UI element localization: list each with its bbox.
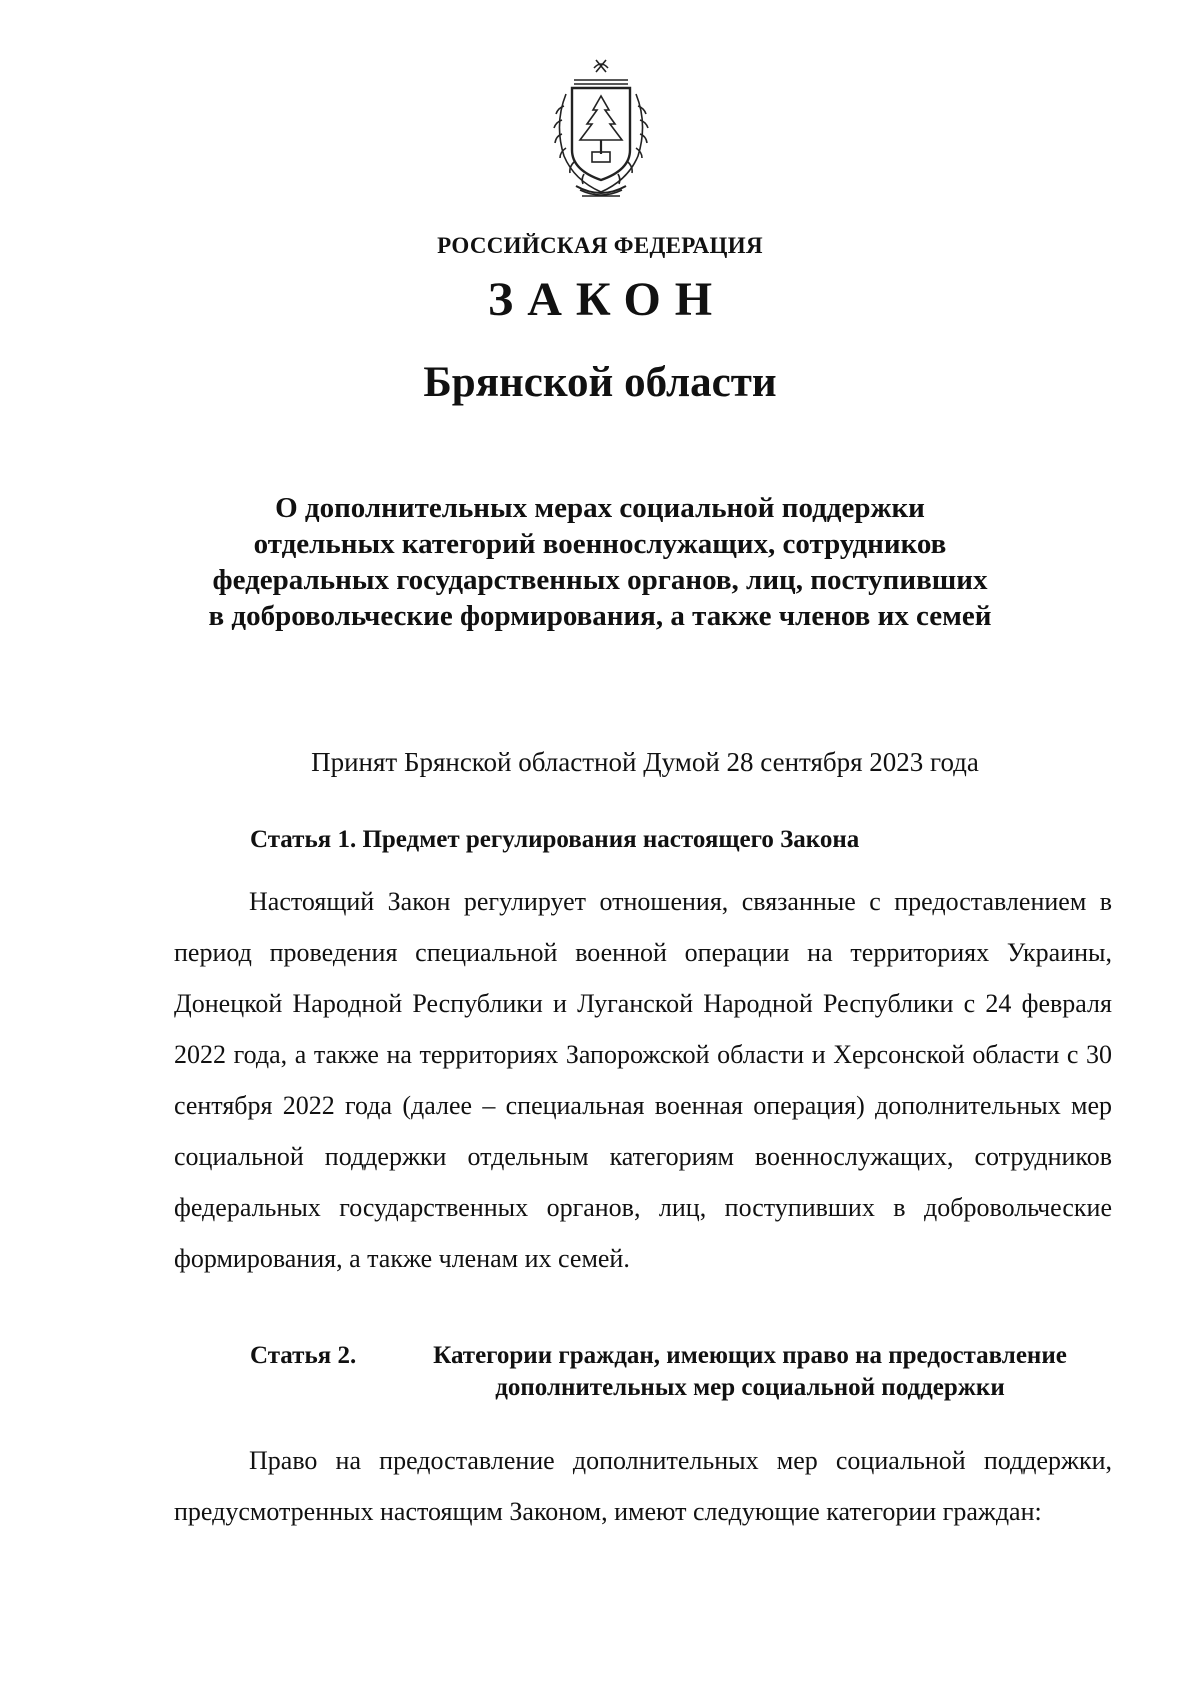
title-line: отдельных категорий военнослужащих, сотрудников (253, 528, 947, 560)
article-2-title-line: Категории граждан, имеющих право на предоставление (433, 1342, 1067, 1369)
region-heading: Брянской области (423, 359, 777, 406)
title-line: федеральных государственных органов, лиц, поступивших (212, 564, 988, 596)
coat-of-arms-bryansk-icon (536, 54, 666, 206)
title-line: О дополнительных мерах социальной поддержки (275, 492, 925, 524)
article-2-title-line: дополнительных мер социальной поддержки (495, 1374, 1005, 1401)
article-1-heading: Статья 1. Предмет регулирования настоящего Закона (250, 826, 860, 853)
article-2-number: Статья 2. (250, 1342, 357, 1369)
title-line: в добровольческие формирования, а также членов их семей (208, 600, 992, 632)
article-1-text: Настоящий Закон регулирует отношения, связанные с предоставлением в период проведения специальной военной операции на территориях Украины, Донецкой Народной Республики и Луганской Народной Республики с 24 февраля 2022 года, а также на территориях Запорожской области и Херсонской области с 30 сентября 2022 года (далее – специальная военная операция) дополнительных мер социальной поддержки отдельным категориям военнослужащих, сотрудников федеральных государственных органов, лиц, поступивших в добровольческие формирования, а также членам их семей. (174, 887, 1112, 1273)
law-heading: ЗАКОН (487, 273, 727, 326)
law-title (0, 490, 1200, 634)
federation-heading: РОССИЙСКАЯ ФЕДЕРАЦИЯ (437, 233, 763, 258)
article-2-title (388, 1340, 1112, 1404)
article-2-heading (250, 1340, 1112, 1404)
adoption-statement: Принят Брянской областной Думой 28 сентября 2023 года (311, 747, 979, 777)
article-2-text: Право на предоставление дополнительных мер социальной поддержки, предусмотренных настоящим Законом, имеют следующие категории граждан: (174, 1446, 1112, 1526)
